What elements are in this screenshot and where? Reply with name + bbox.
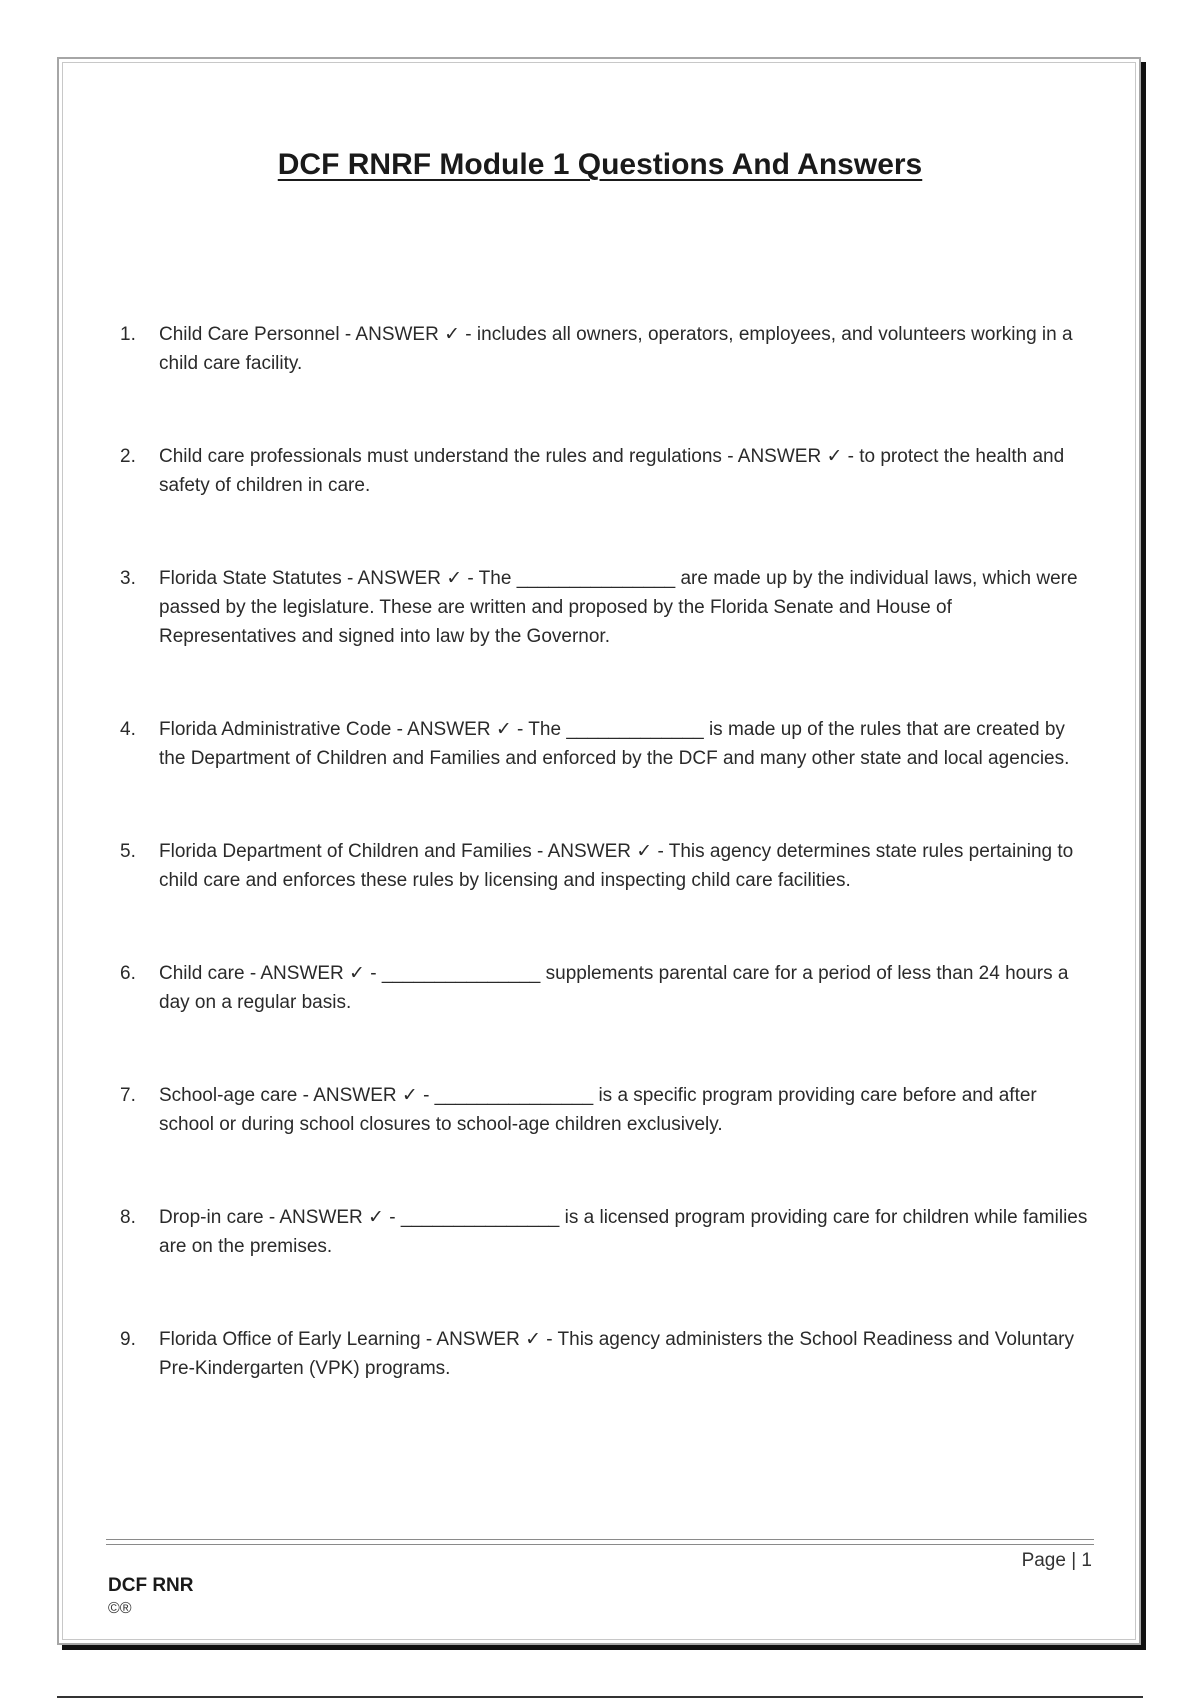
question-text: Child care - ANSWER ✓ - _______________ supplements parental care for a period of less than 24 hours a day on a regular basis. bbox=[159, 963, 1069, 1013]
question-text: Florida Administrative Code - ANSWER ✓ - The _____________ is made up of the rules that are created by the Department of Children and Families and enforced by the DCF and many other state and local agencies. bbox=[159, 719, 1070, 769]
question-text: School-age care - ANSWER ✓ - _______________ is a specific program providing care before and after school or during school closures to school-age children exclusively. bbox=[159, 1085, 1037, 1135]
question-number: 1. bbox=[120, 324, 136, 345]
question-number: 7. bbox=[120, 1085, 136, 1106]
question-item-7 bbox=[120, 1081, 1090, 1139]
page-number: Page | 1 bbox=[1021, 1550, 1092, 1571]
footer-divider bbox=[106, 1539, 1094, 1545]
question-item-2 bbox=[120, 442, 1090, 500]
question-text: Child care professionals must understand the rules and regulations - ANSWER ✓ - to protect the health and safety of children in care. bbox=[159, 446, 1065, 496]
question-number: 5. bbox=[120, 841, 136, 862]
question-number: 3. bbox=[120, 568, 136, 589]
footer-brand: DCF RNR bbox=[108, 1575, 194, 1596]
question-text: Florida Office of Early Learning - ANSWER ✓ - This agency administers the School Readiness and Voluntary Pre-Kindergarten (VPK) programs. bbox=[159, 1329, 1074, 1379]
question-item-3 bbox=[120, 564, 1090, 651]
question-text: Florida Department of Children and Families - ANSWER ✓ - This agency determines state rules pertaining to child care and enforces these rules by licensing and inspecting child care facilities. bbox=[159, 841, 1074, 891]
question-text: Child Care Personnel - ANSWER ✓ - includes all owners, operators, employees, and volunteers working in a child care facility. bbox=[159, 324, 1073, 374]
question-text: Florida State Statutes - ANSWER ✓ - The _______________ are made up by the individual laws, which were passed by the legislature. These are written and proposed by the Florida Senate and House of Representatives and signed into law by the Governor. bbox=[159, 568, 1078, 647]
question-item-5 bbox=[120, 837, 1090, 895]
question-number: 8. bbox=[120, 1207, 136, 1228]
question-item-9 bbox=[120, 1325, 1090, 1383]
question-number: 6. bbox=[120, 963, 136, 984]
copyright-mark: ©® bbox=[108, 1600, 132, 1617]
bottom-divider bbox=[57, 1696, 1143, 1698]
question-item-4 bbox=[120, 715, 1090, 773]
question-item-8 bbox=[120, 1203, 1090, 1261]
question-number: 2. bbox=[120, 446, 136, 467]
question-number: 4. bbox=[120, 719, 136, 740]
question-item-1 bbox=[120, 320, 1090, 378]
question-number: 9. bbox=[120, 1329, 136, 1350]
question-text: Drop-in care - ANSWER ✓ - _______________ is a licensed program providing care for children while families are on the premises. bbox=[159, 1207, 1088, 1257]
question-item-6 bbox=[120, 959, 1090, 1017]
document-title: DCF RNRF Module 1 Questions And Answers bbox=[277, 148, 923, 181]
question-list bbox=[120, 320, 1090, 1447]
